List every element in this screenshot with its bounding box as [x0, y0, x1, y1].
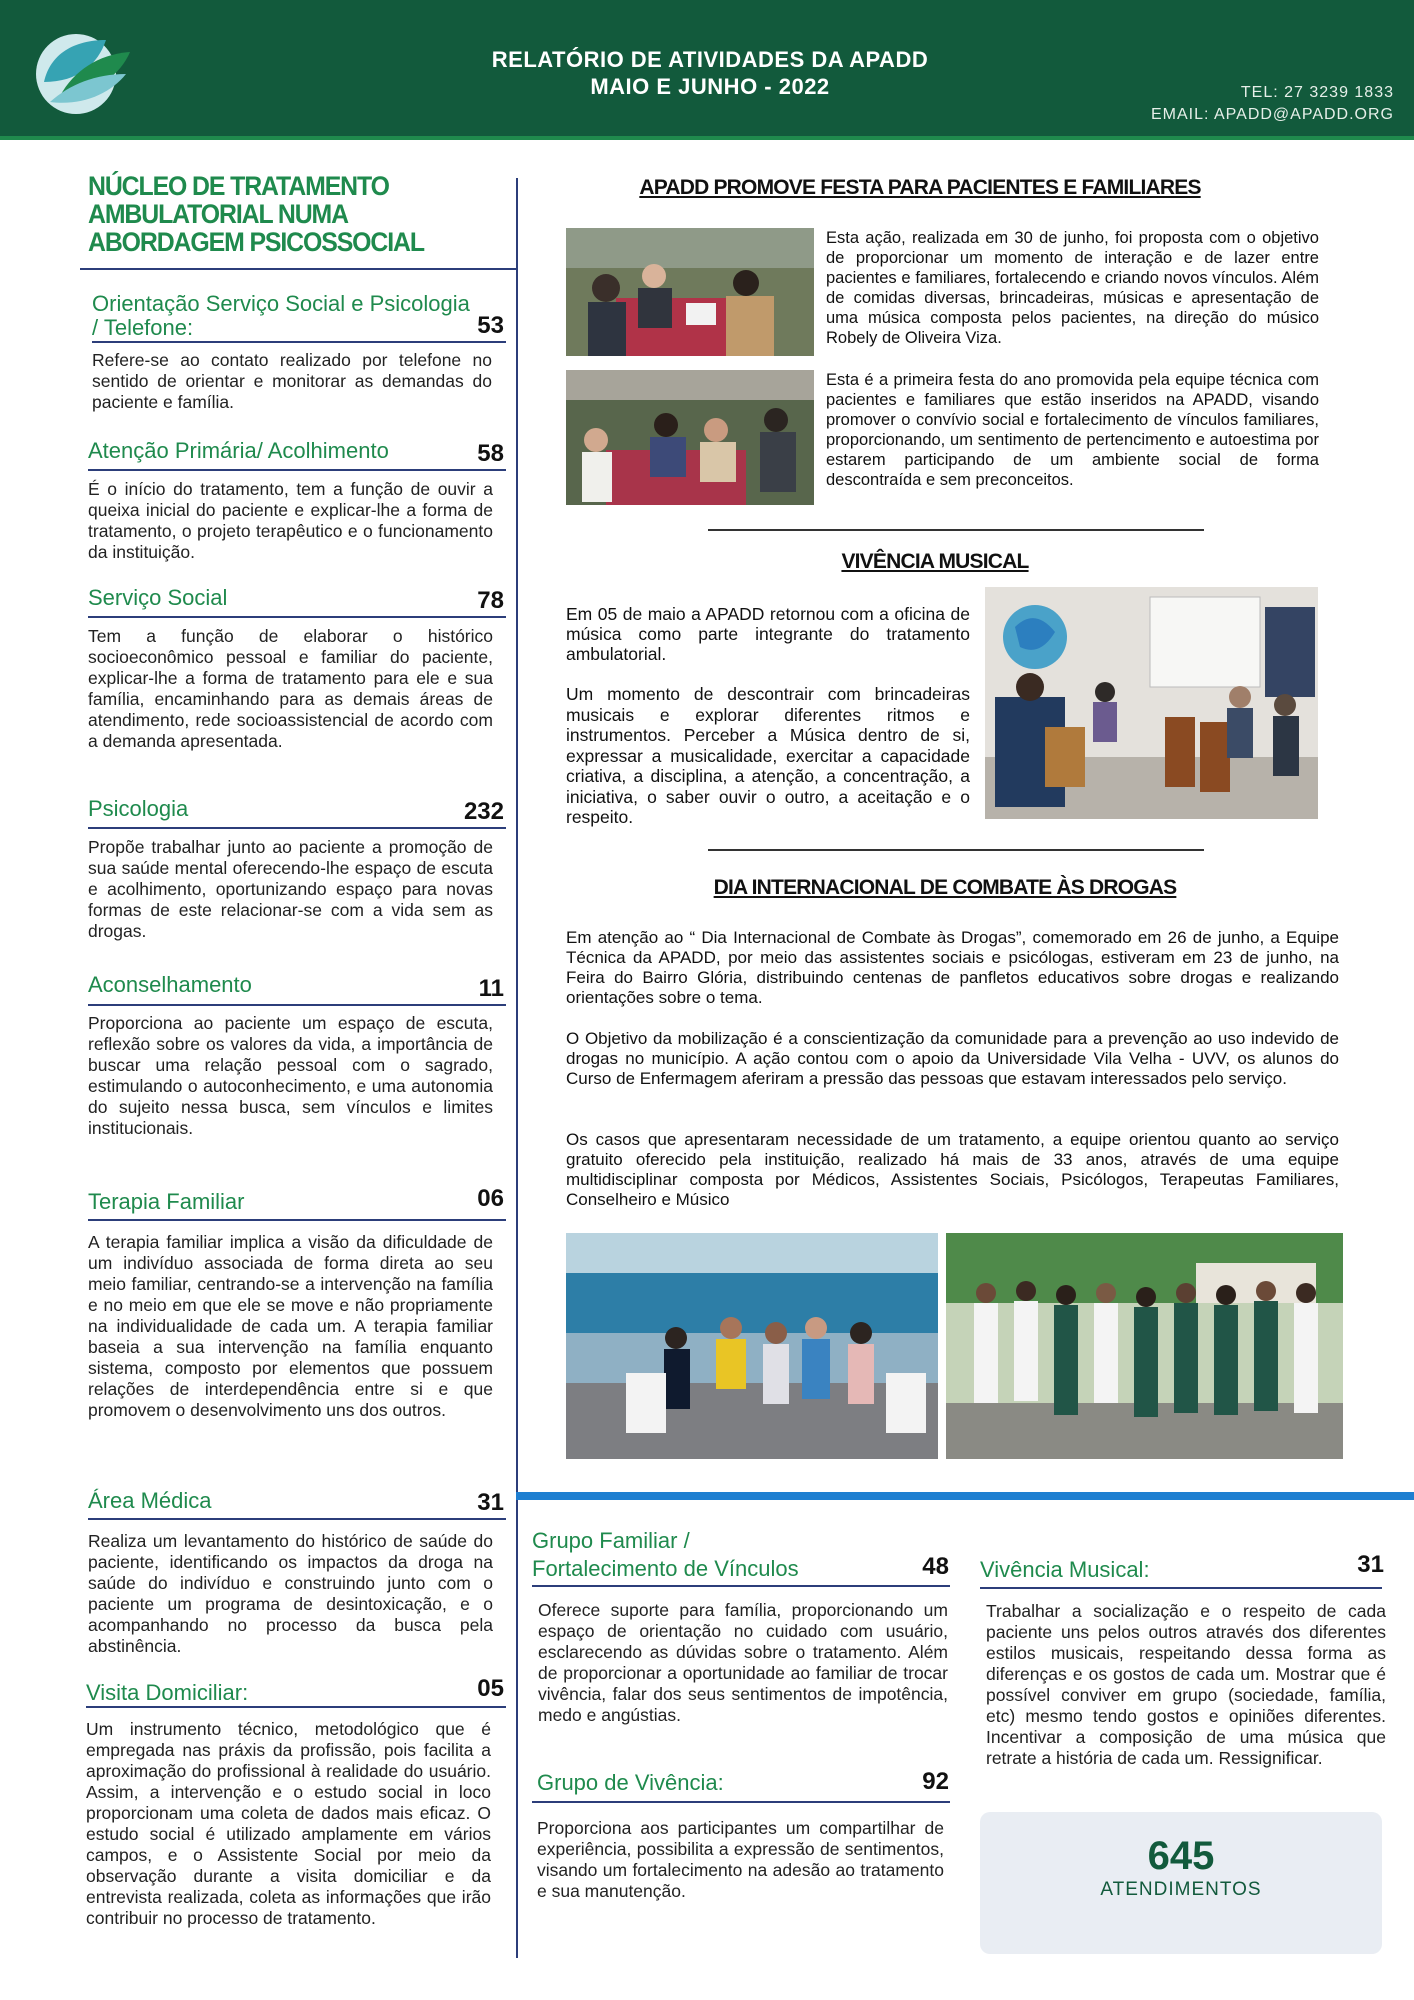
section-heading: Psicologia — [88, 796, 189, 821]
section-count: 58 — [477, 440, 504, 467]
section-rule — [88, 1004, 506, 1006]
section-text: Proporciona ao paciente um espaço de escuta, reflexão sobre os valores da vida, a importância de buscar uma relação pessoal com o sagrado, estimulando o autoconhecimento, e uma autonomia do sujeito nessa busca, sem vínculos e limites institucionais. — [88, 1013, 493, 1138]
vivencia-photo — [985, 587, 1318, 819]
grupo-vivencia-text: Proporciona aos participantes um compartilhar de experiência, possibilita a expressão de sentimentos, visando um fortalecimento na adesão ao tratamento e sua manutenção. — [537, 1818, 944, 1901]
vivencia-paragraph-1: Em 05 de maio a APADD retornou com a oficina de música como parte integrante do tratamento ambulatorial. — [566, 604, 970, 664]
section-count: 11 — [478, 975, 504, 1002]
section-count: 78 — [477, 587, 504, 614]
drogas-photo-1 — [566, 1233, 938, 1459]
vivencia-paragraph-2: Um momento de descontrair com brincadeiras musicais e explorar diferentes ritmos e instrumentos. Perceber a Música dentro de si, expressar a musicalidade, exercitar a capacidade criativa, a disciplina, a atenção, a concentração, a iniciativa, o saber ouvir o outro, a aceitação e o respeito. — [566, 684, 970, 827]
total-box — [980, 1812, 1382, 1954]
report-title-line2: MAIO E JUNHO - 2022 — [590, 74, 830, 99]
drogas-paragraph-2: O Objetivo da mobilização é a conscientização da comunidade para a prevenção ao uso indevido de drogas no município. A ação contou com o apoio da Universidade Vila Velha - UVV, os alunos do Curso de Enfermagem aferiram a pressão das pessoas que estavam interessados pelo serviço. — [566, 1029, 1339, 1088]
festa-photo-1 — [566, 228, 814, 356]
divider-rule — [708, 849, 1204, 851]
festa-photo-2 — [566, 370, 814, 505]
title-rule — [80, 268, 516, 270]
section-count: 53 — [477, 312, 504, 339]
section-rule — [86, 1706, 506, 1708]
grupo-familiar-heading-line2: Fortalecimento de Vínculos — [532, 1556, 799, 1581]
section-rule — [980, 1587, 1382, 1589]
drogas-paragraph-3: Os casos que apresentaram necessidade de um tratamento, a equipe orientou quanto ao serviço gratuito oferecido pela instituição, realizado há mais de 33 anos, através de uma equipe multidisciplinar composta por Médicos, Assistentes Sociais, Psicólogos, Terapeutas Familiares, Conselheiro e Músico — [566, 1130, 1339, 1209]
section-text: Realiza um levantamento do histórico de saúde do paciente, identificando os impactos da droga na saúde do indivíduo e construindo junto com o paciente um programa de desintoxicação, e o acompanhando no processo da busca pela abstinência. — [88, 1531, 493, 1656]
section-heading: Atenção Primária/ Acolhimento — [88, 438, 389, 463]
section-rule — [88, 827, 506, 829]
festa-paragraph-1: Esta ação, realizada em 30 de junho, foi proposta com o objetivo de proporcionar um momento de interação e de lazer entre pacientes e familiares, fortalecendo e criando novos vínculos. Além de comidas diversas, brincadeiras, músicas e apresentação de uma música composta pelos pacientes, na direção do músico Robely de Oliveira Viza. — [826, 229, 1319, 347]
column-divider — [516, 178, 518, 1958]
section-title: NÚCLEO DE TRATAMENTO AMBULATORIAL NUMA ABORDAGEM PSICOSSOCIAL — [88, 171, 424, 257]
section-text: Um instrumento técnico, metodológico que é empregada nas práxis da profissão, pois facilita a aproximação do profissional à realidade do usuário. Assim, a intervenção e o estudo social in loco proporcionam uma coleta de dados mais eficaz. O estudo social é utilizado amplamente em vários campos, e o Assistente Social por meio da observação durante a visita domiciliar e da entrevista realizada, coleta as informações que irão contribuir no processo de tratamento. — [86, 1719, 491, 1928]
logo-leaf-icon — [30, 18, 134, 122]
section-heading: Terapia Familiar — [88, 1189, 245, 1214]
grupo-familiar-heading-line1: Grupo Familiar / — [532, 1528, 690, 1553]
total-number: 645 — [1147, 1834, 1215, 1878]
festa-paragraph-2: Esta é a primeira festa do ano promovida pela equipe técnica com pacientes e familiares que estão inseridos na APADD, visando promover o convívio social e fortalecimento de vínculos familiares, proporcionando, um sentimento de pertencimento e autoestima por estarem participando de um ambiente social de forma descontraída e sem preconceitos. — [826, 371, 1319, 489]
section-text: Propõe trabalhar junto ao paciente a promoção de sua saúde mental oferecendo-lhe espaço de escuta e acolhimento, oportunizando espaço para novas formas de este relacionar-se com a vida sem as drogas. — [88, 837, 493, 941]
section-heading: Área Médica — [88, 1488, 212, 1513]
section-heading: Serviço Social — [88, 585, 228, 610]
grupo-familiar-heading — [532, 1527, 872, 1583]
grupo-familiar-text: Oferece suporte para família, proporcionando um espaço de orientação no cuidado com usuário, esclarecendo as dúvidas sobre o tratamento. Além de proporcionar a oportunidade ao familiar de trocar vivência, falar dos seus sentimentos de impotência, medo e angústias. — [538, 1600, 948, 1725]
vivencia-musical-heading: Vivência Musical: — [980, 1557, 1150, 1582]
section-rule — [532, 1585, 950, 1587]
section-count: 06 — [477, 1185, 504, 1212]
section-rule — [88, 469, 506, 471]
grupo-vivencia-count: 92 — [922, 1768, 949, 1795]
section-count: 232 — [463, 798, 504, 825]
report-title — [380, 46, 1040, 100]
vivencia-musical-text: Trabalhar a socialização e o respeito de cada paciente uns pelos outros através dos diferentes estilos musicais, respeitando dessa forma as diferenças e os gostos de cada um. Mostrar que é possível conviver em grupo (sociedade, família, etc) mesmo tendo gostos e opiniões diferentes. Incentivar a composição de uma música que retrate a história de cada um. Ressignificar. — [986, 1601, 1386, 1768]
vivencia-musical-count: 31 — [1357, 1551, 1384, 1578]
section-rule — [88, 1219, 506, 1221]
section-heading: Aconselhamento — [88, 972, 252, 997]
section-count: 05 — [477, 1675, 504, 1702]
divider-rule — [708, 529, 1204, 531]
grupo-familiar-count: 48 — [922, 1553, 949, 1580]
drogas-paragraph-1: Em atenção ao “ Dia Internacional de Combate às Drogas”, comemorado em 26 de junho, a Equipe Técnica da APADD, por meio das assistentes sociais e psicólogas, estiveram em 23 de junho, na Feira do Bairro Glória, distribuindo centenas de panfletos educativos sobre drogas e realizando orientações sobre o tema. — [566, 928, 1339, 1007]
total-label: ATENDIMENTOS — [1100, 1879, 1262, 1900]
section-rule — [92, 341, 506, 343]
section-rule — [88, 616, 506, 618]
report-title-line1: RELATÓRIO DE ATIVIDADES DA APADD — [491, 47, 929, 72]
section-heading: Orientação Serviço Social e Psicologia / Telefone: — [92, 291, 470, 340]
email-text: EMAIL: APADD@APADD.ORG — [1150, 106, 1394, 123]
section-text: A terapia familiar implica a visão da dificuldade de um indivíduo associada de forma direta ao seu meio familiar, centrando-se a intervenção na família e no meio em que ele se move e não propriamente na individualidade de cada um. A terapia familiar baseia a sua intervenção na família enquanto sistema, composto por elementos que possuem relações de interdependência entre si e que promovem o desenvolvimento uns dos outros. — [88, 1232, 493, 1420]
phone-text: TEL: 27 3239 1833 — [1240, 84, 1394, 101]
section-text: Refere-se ao contato realizado por telefone no sentido de orientar e monitorar as demandas do paciente e família. — [92, 350, 492, 412]
vivencia-title: VIVÊNCIA MUSICAL — [841, 550, 1029, 573]
grupo-vivencia-heading: Grupo de Vivência: — [537, 1770, 724, 1795]
contact-info — [1151, 82, 1394, 126]
section-heading: Visita Domiciliar: — [86, 1680, 249, 1705]
section-count: 31 — [477, 1489, 504, 1516]
section-rule — [532, 1801, 950, 1803]
drogas-title: DIA INTERNACIONAL DE COMBATE ÀS DROGAS — [713, 876, 1177, 899]
festa-title: APADD PROMOVE FESTA PARA PACIENTES E FAMILIARES — [639, 176, 1201, 199]
section-text: É o início do tratamento, tem a função de ouvir a queixa inicial do paciente e explicar-lhe a forma de tratamento, o projeto terapêutico e o funcionamento da instituição. — [88, 479, 493, 562]
section-rule — [88, 1518, 506, 1520]
drogas-photo-2 — [946, 1233, 1343, 1459]
bottom-accent-bar — [516, 1492, 1414, 1500]
section-text: Tem a função de elaborar o histórico socioeconômico pessoal e familiar do paciente, explicar-lhe a forma de tratamento para ele e sua família, encaminhando para as demais áreas de atendimento, rede socioassistencial de acordo com a demanda apresentada. — [88, 626, 493, 751]
